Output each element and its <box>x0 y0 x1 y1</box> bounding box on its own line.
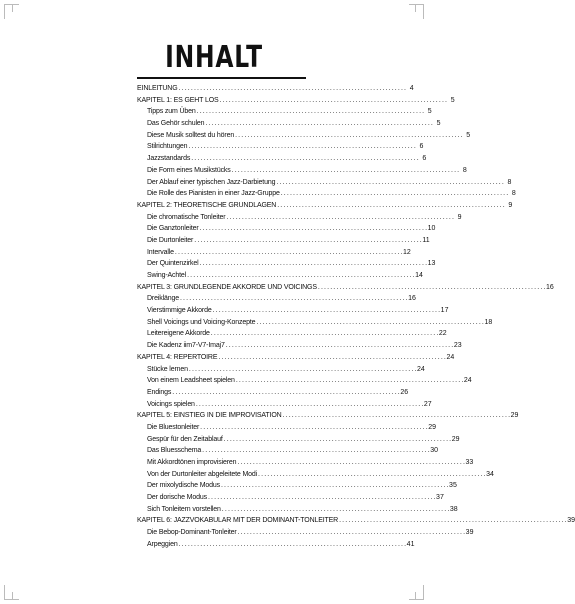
toc-subentry <box>137 387 409 399</box>
toc-entry-label: Leitereigene Akkorde <box>147 330 210 338</box>
toc-page-number: 41 <box>406 540 415 548</box>
toc-leader-dots <box>187 270 414 282</box>
toc-page-number: 37 <box>436 494 444 502</box>
toc-page-number: 18 <box>484 318 493 326</box>
toc-page-number: 6 <box>422 155 427 163</box>
toc-entry-label: Der dorische Modus <box>147 494 207 502</box>
toc-entry-label: KAPITEL 2: THEORETISCHE GRUNDLAGEN <box>137 201 277 209</box>
toc-page-number: 13 <box>427 260 436 268</box>
toc-page-number: 11 <box>422 236 430 244</box>
toc-page-number: 33 <box>465 459 474 466</box>
toc-page-number: 16 <box>408 295 416 303</box>
crop-mark-bottom-left-inner <box>12 592 13 600</box>
toc-subentry <box>137 445 439 457</box>
toc-leader-dots <box>238 527 465 539</box>
toc-entry-label: Der Ablauf einer typischen Jazz-Darbietung <box>147 178 276 186</box>
toc-entry-label: KAPITEL 6: JAZZVOKABULAR MIT DER DOMINANT-TONLEITER <box>137 517 339 525</box>
toc-subentry <box>137 328 447 340</box>
toc-leader-dots <box>196 399 423 411</box>
toc-leader-dots <box>175 247 402 259</box>
toc-page-number: 29 <box>428 423 437 431</box>
title-rule <box>137 77 306 79</box>
toc-leader-dots <box>189 364 416 376</box>
toc-entry-label: Das Bluesschema <box>147 447 202 455</box>
toc-page-number: 14 <box>415 272 423 279</box>
toc-subentry <box>137 469 494 481</box>
toc-entry-label: Gespür für den Zeitablauf <box>147 435 223 443</box>
toc-leader-dots <box>200 223 427 235</box>
toc-entry-label: Sich Tonleitern vorstellen <box>147 505 221 513</box>
crop-mark-bottom-right-inner <box>415 592 416 600</box>
toc-leader-dots <box>276 177 503 189</box>
toc-subentry <box>137 364 425 376</box>
toc-page-number: 22 <box>438 330 447 338</box>
table-of-contents <box>137 83 575 551</box>
toc-subentry <box>137 399 432 411</box>
toc-leader-dots <box>205 118 432 130</box>
toc-page-number: 35 <box>449 482 457 490</box>
toc-entry-label: Die Bluestonleiter <box>147 423 200 431</box>
toc-leader-dots <box>180 293 407 305</box>
toc-leader-dots <box>339 515 566 527</box>
toc-page-number: 8 <box>462 166 467 174</box>
toc-leader-dots <box>226 212 453 224</box>
toc-entry-label: Der mixolydische Modus <box>147 482 220 490</box>
toc-leader-dots <box>188 141 415 153</box>
toc-entry-label: KAPITEL 1: ES GEHT LOS <box>137 96 219 104</box>
toc-subentry <box>137 188 516 200</box>
toc-leader-dots <box>179 539 406 551</box>
toc-subentry <box>137 539 415 551</box>
toc-entry-label: Vierstimmige Akkorde <box>147 307 212 315</box>
toc-entry-label: Voicings spielen <box>147 400 195 408</box>
toc-entry-label: Der Quintenzirkel <box>147 260 199 268</box>
toc-entry-label: Von einem Leadsheet spielen <box>147 377 235 385</box>
toc-leader-dots <box>277 200 504 212</box>
toc-leader-dots <box>232 165 459 177</box>
toc-subentry <box>137 223 436 235</box>
toc-entry-label: Die Bebop-Dominant-Tonleiter <box>147 529 237 537</box>
toc-subentry <box>137 457 474 469</box>
toc-leader-dots <box>318 282 545 294</box>
toc-entry-label: Swing-Achtel <box>147 272 187 279</box>
toc-page-number: 38 <box>449 505 458 513</box>
toc-subentry <box>137 375 472 387</box>
toc-page-number: 10 <box>427 225 436 233</box>
toc-subentry <box>137 270 423 282</box>
toc-leader-dots <box>224 434 451 446</box>
toc-subentry <box>137 527 474 539</box>
toc-entry-label: Jazzstandards <box>147 155 191 163</box>
toc-page-number: 5 <box>427 108 432 116</box>
toc-chapter-entry <box>137 515 575 527</box>
toc-subentry <box>137 305 449 317</box>
toc-entry-label: Dreiklänge <box>147 295 179 303</box>
toc-leader-dots <box>256 317 483 329</box>
toc-leader-dots <box>236 375 463 387</box>
toc-entry-label: Die chromatische Tonleiter <box>147 213 226 221</box>
toc-subentry <box>137 141 424 153</box>
toc-subentry <box>137 235 430 247</box>
toc-entry-label: Intervalle <box>147 248 174 256</box>
toc-leader-dots <box>237 457 464 469</box>
toc-subentry <box>137 434 460 446</box>
toc-page-number: 39 <box>465 529 474 537</box>
toc-chapter-entry <box>137 95 455 107</box>
toc-page-number: 27 <box>423 400 432 408</box>
toc-subentry <box>137 153 427 165</box>
toc-entry-label: Diese Musik solltest du hören <box>147 131 235 139</box>
toc-entry-label: EINLEITUNG <box>137 85 178 92</box>
toc-subentry <box>137 340 462 352</box>
toc-page-number: 34 <box>486 470 494 478</box>
toc-leader-dots <box>221 480 448 492</box>
toc-leader-dots <box>222 504 449 516</box>
toc-entry-label: Die Durtonleiter <box>147 236 194 244</box>
toc-chapter-entry <box>137 410 519 422</box>
toc-page-number: 5 <box>450 96 455 104</box>
toc-leader-dots <box>202 445 429 457</box>
toc-entry-label: Arpeggien <box>147 540 178 548</box>
toc-subentry <box>137 480 457 492</box>
toc-page-number: 29 <box>451 435 460 443</box>
toc-page-number: 30 <box>430 447 439 455</box>
toc-page-number: 6 <box>419 143 424 151</box>
toc-page-number: 9 <box>508 201 513 209</box>
toc-subentry <box>137 293 416 305</box>
toc-page-number: 8 <box>507 178 512 186</box>
toc-chapter-entry <box>137 200 513 212</box>
crop-mark-top-left-inner <box>12 4 13 12</box>
toc-leader-dots <box>191 153 418 165</box>
toc-page-number: 8 <box>511 190 516 198</box>
toc-page-number: 24 <box>446 353 455 361</box>
toc-leader-dots <box>283 410 510 422</box>
toc-leader-dots <box>179 83 406 95</box>
toc-page-number: 5 <box>436 120 441 128</box>
toc-subentry <box>137 130 471 142</box>
toc-leader-dots <box>194 235 421 247</box>
toc-chapter-entry <box>137 352 455 364</box>
toc-leader-dots <box>258 469 485 481</box>
crop-mark-top-right <box>409 4 424 19</box>
toc-leader-dots <box>213 305 440 317</box>
toc-page-number: 5 <box>466 131 471 139</box>
toc-entry-label: Die Kadenz iim7-V7-Imaj7 <box>147 342 225 350</box>
toc-entry-label: Tipps zum Üben <box>147 108 196 116</box>
toc-entry-label: Mit Akkordtönen improvisieren <box>147 459 237 466</box>
toc-entry-label: Endings <box>147 388 172 396</box>
toc-subentry <box>137 422 437 434</box>
toc-subentry <box>137 258 436 270</box>
toc-entry-label: Die Ganztonleiter <box>147 225 199 233</box>
toc-chapter-entry <box>137 282 554 294</box>
toc-leader-dots <box>211 328 438 340</box>
toc-entry-label: KAPITEL 5: EINSTIEG IN DIE IMPROVISATION <box>137 412 282 420</box>
toc-subentry <box>137 492 444 504</box>
toc-leader-dots <box>218 352 445 364</box>
toc-page-number: 24 <box>416 365 425 373</box>
toc-entry-label: Von der Durtonleiter abgeleitete Modi <box>147 470 258 478</box>
toc-entry-label: KAPITEL 3: GRUNDLEGENDE AKKORDE UND VOICINGS <box>137 283 317 291</box>
toc-subentry <box>137 212 462 224</box>
toc-entry-label: Die Form eines Musikstücks <box>147 166 231 174</box>
toc-entry-label: KAPITEL 4: REPERTOIRE <box>137 353 218 361</box>
toc-page-number: 16 <box>545 283 554 291</box>
toc-subentry <box>137 118 441 130</box>
toc-leader-dots <box>235 130 462 142</box>
toc-subentry <box>137 317 493 329</box>
toc-page-number: 4 <box>409 85 414 92</box>
toc-page-number: 29 <box>510 412 519 420</box>
toc-entry-label: Stücke lernen <box>147 365 188 373</box>
toc-leader-dots <box>200 422 427 434</box>
toc-subentry <box>137 177 512 189</box>
toc-page-number: 26 <box>400 388 409 396</box>
toc-subentry <box>137 165 467 177</box>
toc-entry-label: Das Gehör schulen <box>147 120 205 128</box>
toc-page-number: 39 <box>567 517 575 525</box>
toc-leader-dots <box>226 340 453 352</box>
toc-page-number: 9 <box>457 213 462 221</box>
toc-entry-label: Shell Voicings und Voicing-Konzepte <box>147 318 256 326</box>
toc-leader-dots <box>220 95 447 107</box>
toc-leader-dots <box>281 188 508 200</box>
toc-leader-dots <box>172 387 399 399</box>
toc-subentry <box>137 106 432 118</box>
toc-subentry <box>137 247 411 259</box>
toc-leader-dots <box>208 492 435 504</box>
page-title: INHALT <box>165 40 263 75</box>
toc-subentry <box>137 504 458 516</box>
crop-mark-bottom-right <box>409 585 424 600</box>
toc-page-number: 17 <box>440 307 449 315</box>
toc-leader-dots <box>197 106 424 118</box>
crop-mark-top-right-inner <box>415 4 416 12</box>
toc-chapter-entry <box>137 83 414 95</box>
toc-page-number: 24 <box>463 377 472 385</box>
toc-entry-label: Stilrichtungen <box>147 143 188 151</box>
toc-leader-dots <box>200 258 427 270</box>
toc-entry-label: Die Rolle des Pianisten in einer Jazz-Gruppe <box>147 190 280 198</box>
toc-page-number: 12 <box>403 248 411 256</box>
toc-page-number: 23 <box>453 342 462 350</box>
